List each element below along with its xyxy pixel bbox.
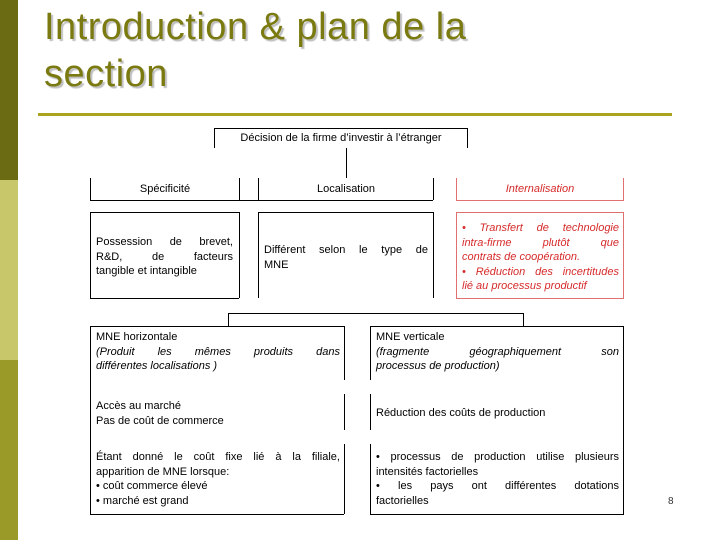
right-head-left [370, 326, 371, 380]
right-head-line: processus de production) [376, 360, 500, 372]
col3-body-line: contrats de coopération. [462, 251, 581, 263]
col3-header-left [456, 178, 457, 200]
left-bot-line: apparition de MNE lorsque: [96, 465, 230, 478]
left-head-top [90, 326, 344, 327]
col2-header-right [433, 178, 434, 200]
right-bot-bottom [370, 514, 624, 515]
col2-body-line: Différent selon le type de [264, 244, 428, 256]
sidebar-band-dark [0, 0, 18, 180]
split-bracket-right [523, 313, 524, 326]
right-bot-left [370, 444, 371, 514]
slide-title-line1: Introduction & plan de la [44, 6, 467, 48]
right-head [376, 330, 619, 374]
page-number: 8 [668, 496, 674, 507]
col3-body-line: • Réduction des incertitudes [462, 265, 619, 278]
left-bot-bottom [90, 514, 344, 515]
col1-body-bottom [90, 298, 239, 299]
right-head-line: (fragmente géographiquement son [376, 345, 619, 358]
left-head-line: (Produit les mêmes produits dans [96, 345, 340, 358]
col2-body-top [258, 212, 433, 213]
top-box-top-border [214, 128, 468, 129]
left-bot [96, 450, 340, 508]
col1-header-right [239, 178, 240, 200]
col3-body [462, 221, 619, 294]
top-box-left-border [214, 128, 215, 148]
col3-header-right [623, 178, 624, 200]
col1-body-line: tangible et intangible [96, 265, 197, 277]
col2-body-line: MNE [264, 258, 289, 271]
sidebar-band-light [0, 180, 18, 360]
col2-header-left [258, 178, 259, 200]
header-underline [90, 200, 433, 201]
col3-body-right [623, 212, 624, 298]
left-bot-right [344, 444, 345, 514]
right-mid-left [370, 394, 371, 430]
col3-body-left [456, 212, 457, 298]
col1-body [96, 235, 233, 279]
left-mid-right [344, 394, 345, 430]
col3-body-line: • Transfert de technologie [462, 222, 619, 234]
col2-body-right [433, 212, 434, 298]
left-bot-line: • coût commerce élevé [96, 480, 208, 492]
col2-header: Localisation [316, 183, 376, 195]
col1-body-left [90, 212, 91, 298]
col3-header-underline [456, 200, 624, 201]
split-bracket-top [228, 313, 524, 314]
right-head-line: MNE verticale [376, 331, 445, 343]
left-head-line: différentes localisations ) [96, 360, 218, 372]
title-underline [38, 113, 672, 116]
left-head-line: MNE horizontale [96, 331, 178, 343]
right-bot-line: • processus de production utilise plusieurs [376, 451, 619, 463]
col1-body-top [90, 212, 239, 213]
left-bot-line: • marché est grand [96, 494, 189, 507]
col1-header-left [90, 178, 91, 200]
top-box-right-border [467, 128, 468, 148]
col1-body-line: Possession de brevet, [96, 236, 233, 248]
right-bot-line: intensités factorielles [376, 465, 479, 478]
col3-body-top [456, 212, 624, 213]
top-connector [346, 148, 347, 178]
right-bot [376, 450, 619, 508]
left-col-left [90, 326, 91, 514]
right-col-right [623, 326, 624, 514]
right-head-top [370, 326, 624, 327]
col1-body-right [239, 212, 240, 298]
split-bracket-left [228, 313, 229, 326]
slide-title [44, 4, 664, 98]
right-bot-line: • les pays ont différentes dotations [376, 480, 619, 492]
right-bot-line: factorielles [376, 494, 429, 507]
top-box-label: Décision de la firme d’investir à l’étranger [240, 132, 442, 144]
col2-body [264, 243, 428, 272]
slide-title-line2: section [44, 53, 168, 95]
left-bot-line: Étant donné le coût fixe lié à la filiale, [96, 451, 340, 463]
left-mid-line: Pas de coût de commerce [96, 414, 224, 427]
left-mid-line: Accès au marché [96, 400, 181, 412]
col1-body-line: R&D, de facteurs [96, 250, 233, 263]
right-mid: Réduction des coûts de production [376, 407, 546, 419]
col3-header: Internalisation [505, 183, 575, 195]
left-mid [96, 399, 340, 428]
col3-body-line: lié au processus productif [462, 280, 587, 292]
col3-body-bottom [456, 298, 624, 299]
col2-body-left [258, 212, 259, 298]
left-head [96, 330, 340, 374]
col3-body-line: intra-firme plutôt que [462, 236, 619, 249]
col1-header: Spécificité [139, 183, 191, 195]
sidebar-band-mid [0, 360, 18, 540]
left-head-right [344, 326, 345, 380]
